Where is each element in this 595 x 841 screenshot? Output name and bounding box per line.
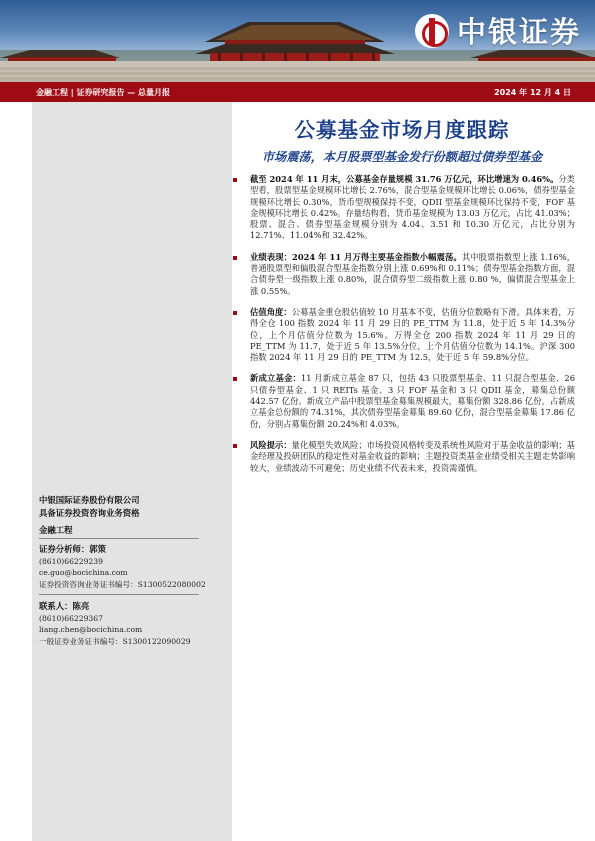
- bullet-body: 量化模型失效风险；市场投资风格转变及系统性风险对于基金收益的影响；基金经理及投研团队的稳定性对基金收益的影响；主题投资类基金业绩受相关主题走势影响较大，业绩波动不可避免；历史业绩不代表未来，投资需谨慎。: [250, 439, 575, 473]
- contact-email: liang.chen@bocichina.com: [39, 625, 143, 635]
- report-subtitle: 市场震荡，本月股票型基金发行份额超过债券型基金: [261, 150, 543, 164]
- bullet-body: 公募基金重仓股估值较 10 月基本不变，估值分位数略有下滑。具体来看，万得全仓 100 指数 2024 年 11 月 29 日的 PE_TTM 为 11.8，处于近 5 年 14.3%分位，上个月估值分位数为 15.6%。万得全仓 200 指数 2024 年 11 月 29 日的 PE_TTM 为 11.7，处于近 5 年 13.5%分位，上个月估值分位数为 14.1%。沪深 300 指数 2024 年 11 月 29 日的 PE_TTM 为 12.5，处于近 5 年 59.8%分位。: [250, 306, 575, 363]
- bullet-lead: 截至 2024 年 11 月末，公募基金存量规模 31.76 万亿元，环比增速为 0.46%。: [250, 174, 559, 184]
- contact-cert: 一般证券业务证书编号：S1300122090029: [39, 636, 191, 646]
- bullet-lead: 风险提示：: [250, 439, 292, 450]
- contact-card: [39, 600, 191, 647]
- report-date: 2024 年 12 月 4 日: [494, 87, 571, 97]
- bullet-lead: 新成立基金：: [250, 373, 302, 384]
- bullet-square-icon: [233, 444, 237, 448]
- contact-role: 联系人：陈亮: [39, 601, 90, 611]
- summary-bullets: [233, 174, 575, 484]
- summary-bullet-risk: [233, 440, 575, 474]
- bullet-square-icon: [233, 256, 237, 260]
- contact-phone: (8610)66229367: [39, 614, 103, 623]
- analyst-phone: (8610)66229239: [39, 557, 103, 566]
- report-category-bar: [0, 82, 595, 102]
- summary-bullet-scale: [233, 174, 575, 242]
- analyst-email: ce.guo@bocichina.com: [39, 568, 128, 578]
- analyst-cert: 证券投资咨询业务证书编号：S1300522080002: [39, 579, 206, 589]
- bullet-square-icon: [233, 377, 237, 381]
- bullet-square-icon: [233, 311, 237, 315]
- logo-text: 中银证券: [456, 15, 581, 49]
- report-category: 金融工程 | 证券研究报告 — 总量月报: [36, 87, 171, 97]
- divider: [39, 594, 199, 595]
- bullet-square-icon: [233, 178, 237, 182]
- org-name: 中银国际证券股份有限公司: [39, 495, 140, 505]
- bank-of-china-emblem-icon: [415, 14, 449, 48]
- summary-bullet-new-funds: [233, 373, 575, 429]
- left-sidebar: [32, 102, 232, 841]
- header-banner: [0, 0, 595, 82]
- bullet-lead: 估值角度：: [250, 306, 292, 317]
- boc-securities-logo: [415, 10, 581, 51]
- divider: [39, 538, 199, 539]
- summary-bullet-valuation: [233, 307, 575, 363]
- analyst-role: 证券分析师：郭策: [39, 544, 106, 554]
- bullet-body: 其中股票指数型上涨 1.16%，普通股票型和偏股混合型基金指数分别上涨 0.69%和 0.11%；债券型基金指数方面，混合债券型一级指数上涨 0.80%，混合债券型二级指数上涨 0.80 %，偏债混合型基金上涨 0.55%。: [250, 251, 576, 296]
- org-block: [39, 494, 140, 520]
- bullet-body: 分类型看，股票型基金规模环比增长 2.76%，混合型基金规模环比增长 0.06%，债券型基金规模环比增长 0.30%，货币型规模保持不变，QDII 型基金规模环比保持不变，FOF 基金规模环比增长 0.42%。存量结构看，货币基金规模为 13.03 万亿元，占比 41.03%；股票、混合、债券型基金规模分别为 4.04、3.51 和 10.30 万亿元，占比分别为 12.71%、11.04%和 32.42%。: [250, 174, 575, 241]
- org-qualification: 具备证券投资咨询业务资格: [39, 508, 140, 518]
- bullet-lead: 业绩表现：2024 年 11 月万得主要基金指数小幅震荡。: [250, 251, 462, 262]
- report-title: 公募基金市场月度跟踪: [294, 118, 510, 142]
- summary-bullet-performance: [233, 252, 575, 297]
- analyst-card: [39, 543, 206, 590]
- bullet-body: 11 月新成立基金 87 只，包括 43 只股票型基金、11 只混合型基金、26 只债券型基金、1 只 REITs 基金、3 只 FOF 基金和 3 只 QDII 基金，募集总份额 442.57 亿份。新成立产品中股票型基金募集规模最大，募集份额 328.86 亿份，占新成立基金总份额的 74.31%，其次债券型基金募集 89.60 亿份，混合型基金募集 17.86 亿份，分别占募集份额 20.24%和 4.03%。: [250, 373, 575, 429]
- sidebar-category: 金融工程: [39, 525, 73, 535]
